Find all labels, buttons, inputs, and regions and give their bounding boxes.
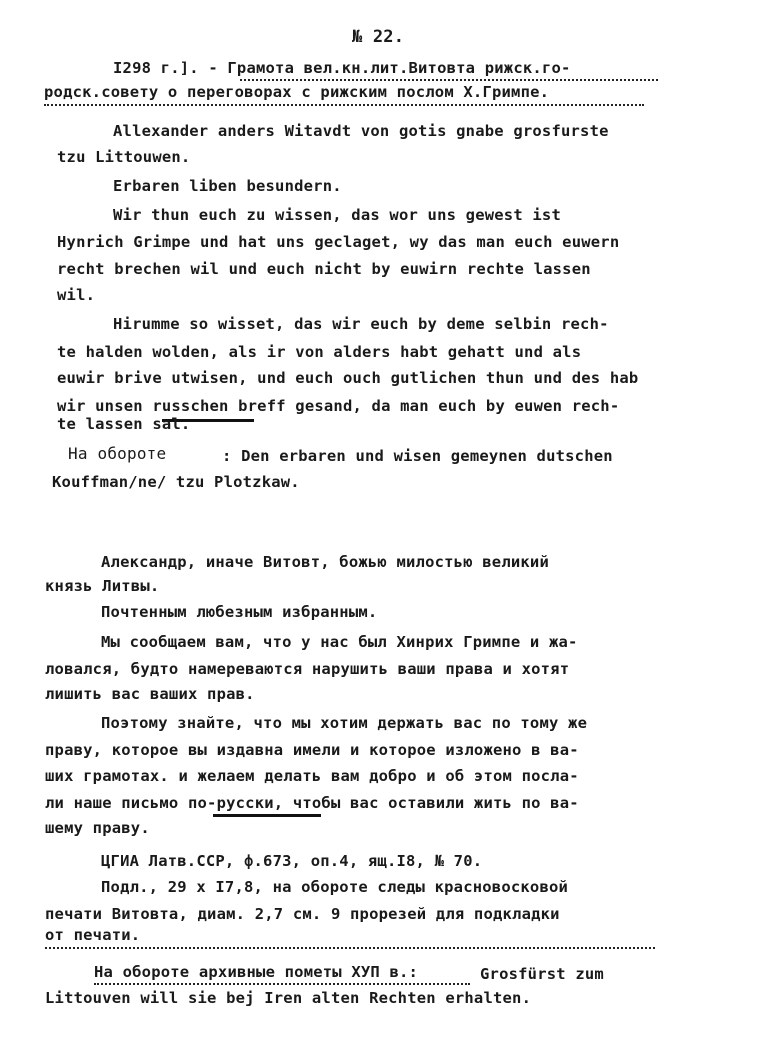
- german-p3-line-3: recht brechen wil und euch nicht by euwirn rechte lassen: [57, 260, 591, 278]
- russian-p3-line-2: ловался, будто намереваются нарушить ваши права и хотят: [45, 660, 570, 678]
- heading-underline-1: [240, 79, 658, 81]
- german-p3-line-2: Hynrich Grimpe und hat uns geclaget, wy das man euch euwern: [57, 233, 620, 251]
- german-p1-line-2: tzu Littouwen.: [57, 148, 191, 166]
- german-p4-line-2: te halden wolden, als ir von alders habt gehatt und als: [57, 343, 582, 361]
- archive-note-label: На обороте архивные пометы ХУП в.:: [94, 963, 419, 981]
- heading-underline-2: [44, 104, 644, 106]
- russian-p4-line-2: праву, которое вы издавна имели и которое изложено в ва-: [45, 741, 579, 759]
- russian-p3-line-3: лишить вас ваших прав.: [45, 685, 255, 703]
- german-p3-line-1: Wir thun euch zu wissen, das wor uns gewest ist: [113, 206, 561, 224]
- archive-description-line-2: печати Витовта, диам. 2,7 см. 9 прорезей для подкладки: [45, 905, 560, 923]
- russian-p1-line-2: князь Литвы.: [45, 577, 160, 595]
- russian-p4-line-1: Поэтому знайте, что мы хотим держать вас по тому же: [101, 714, 588, 732]
- reverse-label: На обороте: [68, 444, 167, 463]
- archive-reference: ЦГИА Латв.ССР, ф.673, оп.4, ящ.I8, № 70.: [101, 852, 483, 870]
- reverse-line-1: : Den erbaren und wisen gemeynen dutschen: [222, 447, 613, 465]
- german-p4-line-3: euwir brive utwisen, und euch ouch gutlichen thun und des hab: [57, 369, 639, 387]
- russian-p4-line-4: ли наше письмо по-русски, чтобы вас оставили жить по ва-: [45, 794, 579, 812]
- russian-p2: Почтенным любезным избранным.: [101, 603, 378, 621]
- russian-p3-line-1: Мы сообщаем вам, что у нас был Хинрих Гримпе и жа-: [101, 633, 578, 651]
- archive-description-line-1: Подл., 29 х I7,8, на обороте следы красновосковой: [101, 878, 569, 896]
- german-p1-line-1: Allexander anders Witavdt von gotis gnabe grosfurste: [113, 122, 609, 140]
- archive-note-line-2: Littouven will sie bej Iren alten Rechten erhalten.: [45, 989, 532, 1007]
- po-russki-underline: [213, 814, 321, 817]
- archive-note-underline: [94, 983, 470, 985]
- archive-description-line-3: от печати.: [45, 926, 141, 944]
- german-p2: Erbaren liben besundern.: [113, 177, 342, 195]
- german-p4-line-4: wir unsen russchen breff gesand, da man euch by euwen rech-: [57, 397, 620, 415]
- russian-p1-line-1: Александр, иначе Витовт, божью милостью великий: [101, 553, 549, 571]
- document-number: № 22.: [352, 27, 405, 47]
- archive-note-line-1: Grosfürst zum: [480, 965, 604, 983]
- heading-line-1: I298 г.]. - Грамота вел.кн.лит.Витовта рижск.го-: [113, 59, 571, 77]
- heading-line-2: родск.совету о переговорах с рижским послом Х.Гримпе.: [44, 83, 550, 101]
- russian-p4-line-5: шему праву.: [45, 819, 150, 837]
- archive-description-underline: [45, 947, 655, 949]
- german-p4-line-5: te lassen sal.: [57, 415, 191, 433]
- reverse-line-2: Kouffman/ne/ tzu Plotzkaw.: [52, 473, 300, 491]
- german-p4-line-1: Hirumme so wisset, das wir euch by deme selbin rech-: [113, 315, 609, 333]
- german-p3-line-4: wil.: [57, 286, 96, 304]
- russian-p4-line-3: ших грамотах. и желаем делать вам добро и об этом посла-: [45, 767, 579, 785]
